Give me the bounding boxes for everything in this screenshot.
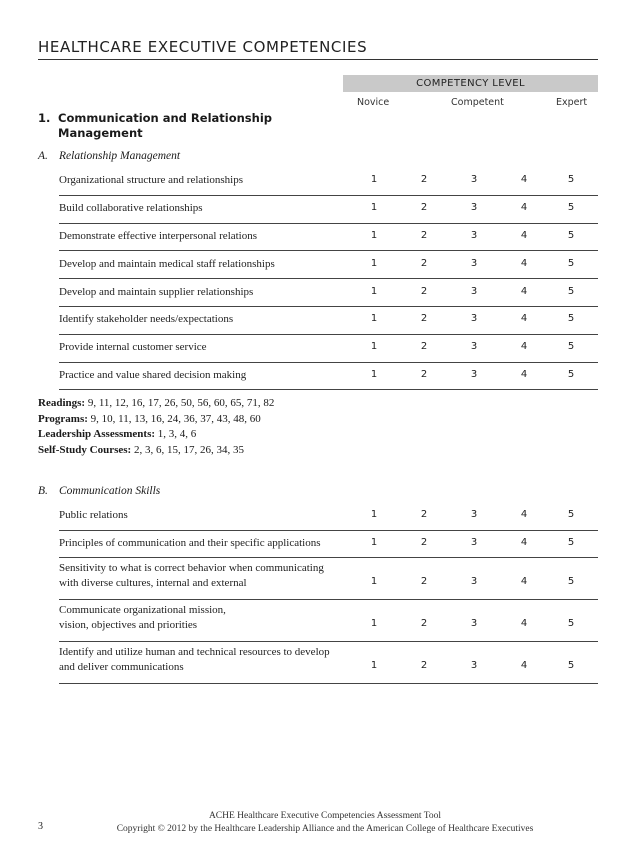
competency-label: Develop and maintain medical staff relationships: [59, 257, 275, 270]
rating-option-3[interactable]: 3: [470, 202, 478, 214]
rating-option-5[interactable]: 5: [567, 660, 575, 671]
rating-option-4[interactable]: 4: [520, 576, 528, 587]
rating-option-5[interactable]: 5: [567, 509, 575, 521]
footer-line1: ACHE Healthcare Executive Competencies Assessment Tool: [208, 811, 442, 821]
assessments-line: [38, 427, 274, 443]
rating-option-3[interactable]: 3: [470, 285, 478, 297]
rating-option-3[interactable]: 3: [470, 576, 478, 587]
title-rule: [38, 59, 598, 60]
readings-line: [38, 396, 274, 412]
selfstudy-values: 2, 3, 6, 15, 17, 26, 34, 35: [133, 443, 244, 456]
rating-option-5[interactable]: 5: [567, 229, 575, 241]
rating-option-1[interactable]: 1: [370, 576, 378, 587]
subsection-a-heading: [38, 150, 180, 162]
assessments-label: Leadership Assessments:: [38, 428, 156, 440]
rating-option-4[interactable]: 4: [520, 257, 528, 269]
competency-label: Principles of communication and their specific applications: [59, 536, 321, 549]
competency-row: [59, 558, 598, 600]
competency-row: [59, 363, 598, 391]
assessments-values: 1, 3, 4, 6: [157, 428, 197, 440]
readings-values: 9, 11, 12, 16, 17, 26, 50, 56, 60, 65, 71, 82: [87, 397, 275, 409]
rating-option-5[interactable]: 5: [567, 576, 575, 587]
rating-option-4[interactable]: 4: [520, 313, 528, 325]
rating-option-2[interactable]: 2: [420, 341, 428, 353]
rating-option-1[interactable]: 1: [370, 202, 378, 214]
competency-label: Develop and maintain supplier relationships: [59, 285, 254, 298]
subsection-b-letter: B.: [38, 485, 48, 497]
rating-option-2[interactable]: 2: [420, 368, 428, 380]
competency-row: [59, 307, 598, 335]
subsection-b-title: Communication Skills: [59, 485, 161, 497]
page-title: HEALTHCARE EXECUTIVE COMPETENCIES: [38, 38, 368, 56]
rating-option-1[interactable]: 1: [370, 257, 378, 269]
competency-label: Demonstrate effective interpersonal relations: [59, 229, 258, 242]
readings-label: Readings:: [38, 397, 86, 409]
competency-label-line2: with diverse cultures, internal and external: [59, 577, 247, 589]
rating-option-5[interactable]: 5: [567, 257, 575, 269]
competency-label: [59, 645, 330, 675]
rating-option-1[interactable]: 1: [370, 174, 378, 186]
rating-option-1[interactable]: 1: [370, 660, 378, 671]
rating-option-3[interactable]: 3: [470, 229, 478, 241]
rating-option-3[interactable]: 3: [470, 618, 478, 629]
selfstudy-label: Self-Study Courses:: [38, 443, 132, 456]
rating-option-3[interactable]: 3: [470, 368, 478, 380]
rating-option-5[interactable]: 5: [567, 368, 575, 380]
programs-values: 9, 10, 11, 13, 16, 24, 36, 37, 43, 48, 60: [90, 412, 261, 425]
rating-option-4[interactable]: 4: [520, 368, 528, 380]
subsection-a-letter: A.: [38, 150, 48, 162]
rating-option-3[interactable]: 3: [470, 660, 478, 671]
rating-option-2[interactable]: 2: [420, 285, 428, 297]
rating-option-4[interactable]: 4: [520, 285, 528, 297]
competency-label: Provide internal customer service: [59, 341, 207, 354]
competency-row: [59, 251, 598, 279]
rating-option-2[interactable]: 2: [420, 660, 428, 671]
rating-option-4[interactable]: 4: [520, 509, 528, 521]
rating-option-1[interactable]: 1: [370, 536, 378, 548]
competent-label: Competent: [451, 97, 504, 108]
rating-option-2[interactable]: 2: [420, 536, 428, 548]
competency-label: Build collaborative relationships: [59, 202, 203, 215]
section-title-line2: Management: [58, 126, 143, 140]
rating-option-1[interactable]: 1: [370, 229, 378, 241]
rating-option-5[interactable]: 5: [567, 202, 575, 214]
rating-option-2[interactable]: 2: [420, 229, 428, 241]
rating-option-3[interactable]: 3: [470, 174, 478, 186]
competency-row: [59, 642, 598, 684]
competency-label: Organizational structure and relationships: [59, 174, 243, 187]
rating-option-2[interactable]: 2: [420, 174, 428, 186]
expert-label: Expert: [556, 97, 588, 108]
competency-label: Practice and value shared decision making: [59, 368, 247, 381]
page-number: 3: [38, 821, 43, 832]
rating-option-3[interactable]: 3: [470, 257, 478, 269]
rating-option-2[interactable]: 2: [420, 576, 428, 587]
rating-option-2[interactable]: 2: [420, 618, 428, 629]
programs-line: [38, 412, 274, 428]
competency-label: Public relations: [59, 509, 128, 522]
resources-block: [38, 396, 274, 458]
rating-option-2[interactable]: 2: [420, 313, 428, 325]
competency-label-line2: and deliver communications: [59, 661, 184, 673]
rating-option-1[interactable]: 1: [370, 368, 378, 380]
section-heading: [38, 111, 272, 141]
competency-label: [59, 561, 324, 591]
subsection-a-title: Relationship Management: [59, 150, 181, 162]
footer-text: [95, 810, 555, 836]
rating-option-5[interactable]: 5: [567, 174, 575, 186]
competency-row: [59, 279, 598, 307]
competency-row: [59, 335, 598, 363]
rating-option-1[interactable]: 1: [370, 341, 378, 353]
rating-option-5[interactable]: 5: [567, 536, 575, 548]
novice-label: Novice: [357, 97, 390, 108]
rating-option-4[interactable]: 4: [520, 174, 528, 186]
rating-option-3[interactable]: 3: [470, 509, 478, 521]
rating-option-4[interactable]: 4: [520, 202, 528, 214]
rating-option-5[interactable]: 5: [567, 313, 575, 325]
rating-option-3[interactable]: 3: [470, 536, 478, 548]
competency-row: [59, 168, 598, 196]
competency-row: [59, 600, 598, 642]
programs-label: Programs:: [38, 412, 88, 425]
rating-option-4[interactable]: 4: [520, 618, 528, 629]
subsection-b-heading: [38, 485, 160, 497]
rating-option-5[interactable]: 5: [567, 618, 575, 629]
rating-option-4[interactable]: 4: [520, 229, 528, 241]
rating-option-2[interactable]: 2: [420, 257, 428, 269]
rating-option-1[interactable]: 1: [370, 313, 378, 325]
competency-level-banner: COMPETENCY LEVEL: [343, 75, 598, 92]
rating-option-1[interactable]: 1: [370, 618, 378, 629]
rating-option-4[interactable]: 4: [520, 536, 528, 548]
rating-option-2[interactable]: 2: [420, 202, 428, 214]
competency-label-line1: Communicate organizational mission,: [59, 604, 226, 616]
competency-label-line1: Sensitivity to what is correct behavior when communicating: [59, 562, 324, 574]
competency-row: [59, 224, 598, 252]
rating-option-3[interactable]: 3: [470, 313, 478, 325]
competency-row: [59, 196, 598, 224]
footer-line2: Copyright © 2012 by the Healthcare Leadership Alliance and the American College of Healthcare Executives: [116, 824, 534, 834]
rating-option-1[interactable]: 1: [370, 509, 378, 521]
rating-option-3[interactable]: 3: [470, 341, 478, 353]
selfstudy-line: [38, 443, 274, 459]
section-title-line1: Communication and Relationship: [58, 111, 273, 125]
competency-label: Identify stakeholder needs/expectations: [59, 313, 234, 326]
competency-label-line2: vision, objectives and priorities: [59, 619, 198, 631]
competency-label: [59, 603, 226, 633]
competency-label-line1: Identify and utilize human and technical resources to develop: [59, 646, 330, 658]
section-number: 1.: [38, 111, 51, 125]
competency-row: [59, 503, 598, 531]
rating-option-2[interactable]: 2: [420, 509, 428, 521]
rating-option-4[interactable]: 4: [520, 660, 528, 671]
competency-row: [59, 531, 598, 559]
rating-option-5[interactable]: 5: [567, 341, 575, 353]
rating-option-1[interactable]: 1: [370, 285, 378, 297]
rating-option-4[interactable]: 4: [520, 341, 528, 353]
rating-option-5[interactable]: 5: [567, 285, 575, 297]
